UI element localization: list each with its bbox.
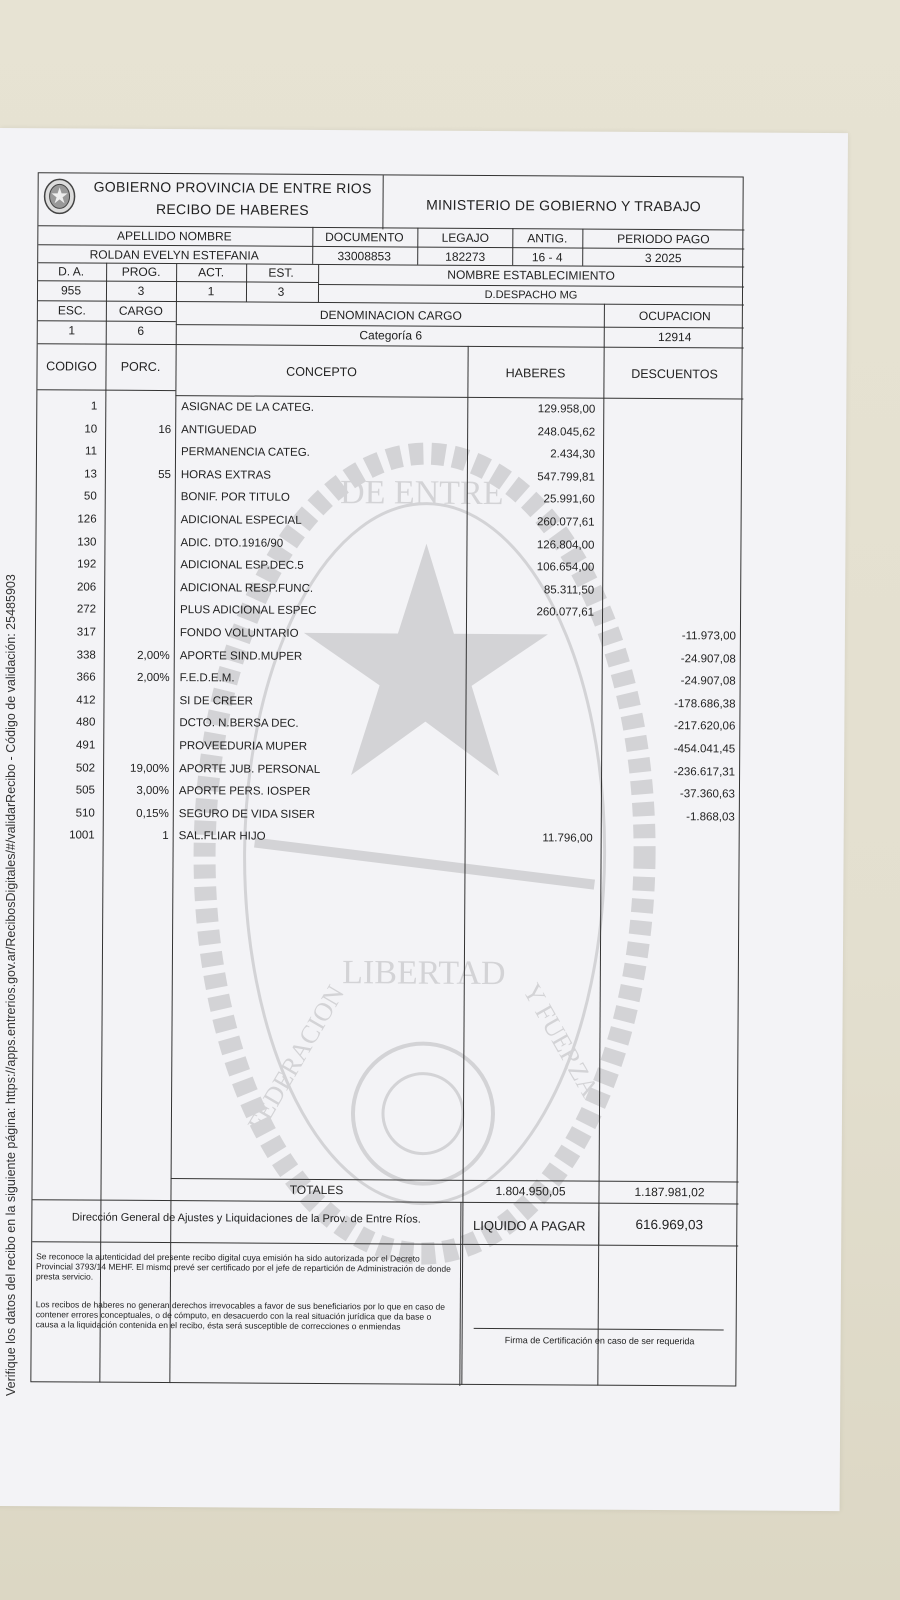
item-codigo: 505: [75, 784, 95, 797]
item-codigo: 206: [76, 581, 97, 594]
firma-label: Firma de Certificación en caso de ser requerida: [504, 1335, 695, 1347]
table-row-cell: [107, 511, 175, 534]
table-row-cell: [35, 781, 99, 804]
org-title: GOBIERNO PROVINCIA DE ENTRE RIOS: [93, 178, 372, 197]
item-concepto: ANTIGUEDAD: [181, 423, 257, 437]
item-haberes: 129.958,00: [537, 403, 596, 416]
item-porc: 1: [162, 830, 169, 843]
antig-value: 16 - 4: [531, 249, 563, 264]
table-row-cell: [36, 555, 100, 578]
label-documento: DOCUMENTO: [325, 229, 404, 245]
act-value: 1: [207, 283, 215, 298]
table-row-cell: [106, 646, 174, 669]
table-row-cell: [105, 782, 173, 805]
item-codigo: 412: [76, 694, 96, 707]
table-row-cell: [603, 830, 739, 853]
item-concepto: PLUS ADICIONAL ESPEC: [180, 604, 317, 618]
legal-notice-2: Los recibos de haberes no generan derechos irrevocables a favor de sus beneficiarios por lo que en caso de contener errores conceptuales, o de cómputo, en desacuerdo con la real situación jurídica que da base o causa a la liquidación contenida en el recibo, ésta será susceptible de correcciones o enmiendas: [35, 1299, 446, 1332]
item-concepto: ASIGNAC DE LA CATEG.: [181, 401, 315, 414]
item-codigo: 192: [77, 558, 97, 571]
item-descuentos: -454.041,45: [673, 743, 736, 756]
item-concepto: SI DE CREER: [179, 694, 254, 708]
receipt-paper: [0, 128, 848, 1511]
table-row-cell: [605, 468, 741, 491]
table-row-cell: [603, 762, 739, 785]
est-value: 3: [277, 284, 285, 299]
item-codigo: 510: [75, 807, 95, 820]
item-descuentos: -24.907,08: [680, 675, 736, 688]
table-row-cell: [37, 442, 101, 465]
totals-descuentos: 1.187.981,02: [634, 1184, 705, 1200]
establecimiento-value: D.DESPACHO MG: [484, 288, 578, 302]
table-row-cell: [35, 691, 99, 714]
item-haberes: 260.077,61: [536, 606, 595, 620]
item-concepto: SAL.FLIAR HIJO: [178, 830, 266, 844]
label-periodo-pago: PERIODO PAGO: [617, 231, 710, 247]
table-row-cell: [175, 760, 465, 784]
item-porc: 2,00%: [137, 649, 170, 662]
table-row-cell: [107, 465, 175, 488]
table-row-cell: [177, 511, 467, 535]
table-row-cell: [105, 737, 173, 760]
label-denominacion-cargo: DENOMINACION CARGO: [319, 307, 462, 323]
totals-label: TOTALES: [289, 1182, 344, 1198]
item-codigo: 1: [90, 400, 98, 413]
table-row-cell: [467, 761, 597, 784]
item-descuentos: -217.620,06: [673, 720, 736, 733]
table-row-cell: [468, 603, 598, 626]
da-value: 955: [60, 282, 82, 297]
label-ocupacion: OCUPACION: [638, 308, 711, 324]
col-haberes: HABERES: [505, 366, 566, 381]
denominacion-value: Categoría 6: [359, 328, 423, 343]
table-row-cell: [604, 627, 740, 650]
table-row-cell: [176, 579, 466, 603]
item-haberes: 85.311,50: [543, 584, 595, 597]
label-apellido-nombre: APELLIDO NOMBRE: [116, 228, 232, 244]
item-concepto: BONIF. POR TITULO: [180, 491, 290, 505]
label-esc: ESC.: [57, 303, 86, 318]
table-row-cell: [603, 717, 739, 740]
table-row-cell: [469, 513, 599, 536]
table-row-cell: [105, 691, 173, 714]
item-codigo: 338: [76, 649, 96, 662]
item-concepto: APORTE JUB. PERSONAL: [179, 762, 321, 776]
item-descuentos: -37.360,63: [679, 788, 735, 801]
item-codigo: 1001: [69, 829, 95, 842]
table-row-cell: [36, 623, 100, 646]
item-descuentos: -24.907,08: [680, 652, 736, 666]
item-porc: 19,00%: [130, 762, 170, 775]
item-haberes: 126.804,00: [536, 538, 595, 552]
table-row-cell: [36, 601, 100, 624]
table-row-cell: [35, 736, 99, 759]
direccion-text: Dirección General de Ajustes y Liquidaciones de la Prov. de Entre Ríos.: [71, 1211, 421, 1226]
table-row-cell: [604, 559, 740, 582]
label-prog: PROG.: [121, 264, 161, 279]
table-row-cell: [604, 581, 740, 604]
table-row-cell: [105, 804, 173, 827]
table-row-cell: [176, 647, 466, 671]
item-concepto: ADIC. DTO.1916/90: [180, 536, 284, 550]
item-codigo: 130: [77, 536, 97, 549]
liquido-label: LIQUIDO A PAGAR: [473, 1217, 586, 1234]
label-act: ACT.: [198, 265, 225, 280]
table-row-cell: [604, 536, 740, 559]
table-row-cell: [105, 827, 173, 850]
label-legajo: LEGAJO: [441, 230, 490, 245]
item-concepto: PROVEEDURIA MUPER: [179, 740, 308, 753]
item-haberes: 106.654,00: [536, 561, 595, 574]
item-codigo: 126: [77, 513, 97, 526]
receipt-title: RECIBO DE HABERES: [155, 200, 310, 218]
label-da: D. A.: [58, 264, 85, 279]
item-porc: 2,00%: [136, 672, 170, 685]
table-row-cell: [175, 692, 465, 716]
col-concepto: CONCEPTO: [286, 364, 357, 380]
table-row-cell: [106, 669, 174, 692]
table-row-cell: [37, 488, 101, 511]
seal-text-right: Y FUERZA: [517, 978, 605, 1102]
table-row-cell: [603, 785, 739, 808]
table-row-cell: [176, 669, 466, 693]
table-row-cell: [175, 827, 465, 851]
table-row-cell: [107, 443, 175, 466]
item-codigo: 13: [84, 468, 97, 481]
table-row-cell: [36, 578, 100, 601]
table-row-cell: [468, 558, 598, 581]
item-concepto: APORTE SIND.MUPER: [179, 649, 303, 663]
cargo-value: 6: [137, 323, 145, 338]
table-row-cell: [35, 827, 99, 850]
table-row-cell: [106, 578, 174, 601]
item-concepto: FONDO VOLUNTARIO: [179, 627, 299, 640]
ministry-name: MINISTERIO DE GOBIERNO Y TRABAJO: [426, 196, 702, 215]
table-row-cell: [469, 400, 599, 423]
table-row-cell: [604, 649, 740, 672]
table-row-cell: [37, 510, 101, 533]
table-row-cell: [37, 420, 101, 443]
item-codigo: 317: [76, 626, 96, 639]
item-porc: 0,15%: [136, 807, 169, 820]
item-haberes: 547.799,81: [537, 471, 595, 484]
table-row-cell: [468, 626, 598, 649]
table-row-cell: [468, 581, 598, 604]
table-row-cell: [177, 398, 467, 422]
table-row-cell: [469, 490, 599, 513]
item-haberes: 11.796,00: [542, 832, 593, 846]
item-codigo: 502: [75, 762, 96, 775]
seal-text-mid: LIBERTAD: [342, 954, 506, 993]
table-row-cell: [37, 397, 101, 420]
table-row-cell: [604, 604, 740, 627]
table-row-cell: [468, 648, 598, 671]
seal-text-top: DE ENTRE: [339, 474, 504, 513]
item-codigo: 272: [76, 603, 97, 616]
table-row-cell: [469, 422, 599, 445]
table-row-cell: [177, 466, 467, 490]
item-concepto: F.E.D.E.M.: [179, 672, 235, 685]
item-porc: 3,00%: [136, 785, 169, 798]
table-row-cell: [468, 671, 598, 694]
table-row-cell: [175, 782, 465, 806]
item-concepto: ADICIONAL RESP.FUNC.: [180, 581, 314, 595]
item-concepto: SEGURO DE VIDA SISER: [178, 807, 315, 821]
seal-text-left: FEDERACION: [241, 980, 351, 1137]
table-row-cell: [175, 805, 465, 829]
item-codigo: 50: [83, 490, 97, 503]
item-haberes: 260.077,61: [537, 516, 595, 529]
item-concepto: APORTE PERS. IOSPER: [178, 785, 311, 799]
table-row-cell: [605, 514, 741, 537]
validation-side-note: Verifique los datos del recibo en la siguiente página: https://apps.entrerios.gov.ar/RecibosDigitales/#/validarRecibo - Código de validación: 25485903: [4, 574, 18, 1396]
label-establecimiento: NOMBRE ESTABLECIMIENTO: [447, 267, 615, 283]
table-row-cell: [106, 601, 174, 624]
table-row-cell: [37, 465, 101, 488]
table-row-cell: [105, 714, 173, 737]
ocupacion-value: 12914: [658, 330, 692, 345]
table-row-cell: [106, 533, 174, 556]
table-row-cell: [468, 535, 598, 558]
table-row-cell: [605, 401, 741, 424]
col-codigo: CODIGO: [46, 359, 97, 374]
table-row-cell: [175, 737, 465, 761]
totals-haberes: 1.804.950,05: [495, 1184, 566, 1199]
documento-value: 33008853: [337, 248, 391, 263]
table-row-cell: [467, 694, 597, 717]
table-row-cell: [36, 668, 100, 691]
item-descuentos: -236.617,31: [673, 765, 736, 779]
table-row-cell: [36, 646, 100, 669]
item-descuentos: -178.686,38: [674, 697, 736, 711]
table-row-cell: [35, 714, 99, 737]
table-row-cell: [603, 807, 739, 830]
label-cargo: CARGO: [118, 303, 163, 318]
table-row-cell: [176, 556, 466, 580]
table-row-cell: [467, 784, 597, 807]
prog-value: 3: [137, 283, 145, 298]
table-row-cell: [467, 716, 597, 739]
table-row-cell: [107, 420, 175, 443]
item-haberes: 2.434,30: [550, 448, 596, 461]
item-concepto: HORAS EXTRAS: [180, 468, 272, 482]
item-haberes: 248.045,62: [537, 425, 596, 439]
item-codigo: 10: [84, 423, 98, 436]
liquido-value: 616.969,03: [635, 1216, 704, 1232]
table-row-cell: [106, 556, 174, 579]
legal-notice-1: Se reconoce la autenticidad del presente recibo digital cuya emisión ha sido autorizada por el Decreto Provincial 3793/14 MEHF. El mismo prevé ser certificado por el jefe de repartición de Administración de donde presta servicio.: [35, 1251, 451, 1282]
employee-name: ROLDAN EVELYN ESTEFANIA: [89, 247, 259, 263]
table-row-cell: [603, 694, 739, 717]
item-concepto: ADICIONAL ESPECIAL: [180, 514, 302, 527]
table-row-cell: [467, 829, 597, 852]
table-row-cell: [175, 714, 465, 738]
table-row-cell: [605, 446, 741, 469]
item-haberes: 25.991,60: [543, 493, 595, 507]
table-row-cell: [107, 488, 175, 511]
item-descuentos: -11.973,00: [681, 630, 736, 643]
esc-value: 1: [68, 323, 76, 338]
table-row-cell: [106, 624, 174, 647]
table-row-cell: [467, 739, 597, 762]
item-porc: 16: [158, 423, 172, 436]
table-row-cell: [36, 533, 100, 556]
table-row-cell: [107, 398, 175, 421]
item-concepto: PERMANENCIA CATEG.: [180, 446, 310, 460]
table-row-cell: [176, 601, 466, 625]
table-row-cell: [603, 740, 739, 763]
table-row-cell: [467, 807, 597, 830]
table-row-cell: [176, 624, 466, 648]
table-row-cell: [35, 804, 99, 827]
province-seal-icon: [42, 177, 76, 215]
label-antig: ANTIG.: [527, 231, 568, 246]
table-row-cell: [604, 672, 740, 695]
table-row-cell: [605, 423, 741, 446]
col-porc: PORC.: [120, 359, 161, 374]
table-row-cell: [177, 488, 467, 512]
item-codigo: 491: [76, 739, 96, 752]
table-row-cell: [177, 421, 467, 445]
item-codigo: 366: [76, 671, 96, 684]
table-row-cell: [105, 759, 173, 782]
item-concepto: ADICIONAL ESP.DEC.5: [180, 559, 304, 573]
table-row-cell: [35, 759, 99, 782]
col-descuentos: DESCUENTOS: [631, 366, 718, 382]
label-est: EST.: [268, 265, 294, 280]
item-codigo: 480: [76, 716, 96, 729]
table-row-cell: [177, 443, 467, 467]
periodo-value: 3 2025: [644, 250, 682, 265]
table-row-cell: [176, 534, 466, 558]
item-concepto: DCTO. N.BERSA DEC.: [179, 717, 299, 731]
item-porc: 55: [158, 468, 171, 481]
table-row-cell: [605, 491, 741, 514]
item-codigo: 11: [85, 445, 98, 458]
legajo-value: 182273: [445, 249, 486, 264]
payslip-form: [30, 172, 743, 1386]
table-row-cell: [469, 445, 599, 468]
item-descuentos: -1.868,03: [686, 811, 735, 824]
table-row-cell: [469, 468, 599, 491]
